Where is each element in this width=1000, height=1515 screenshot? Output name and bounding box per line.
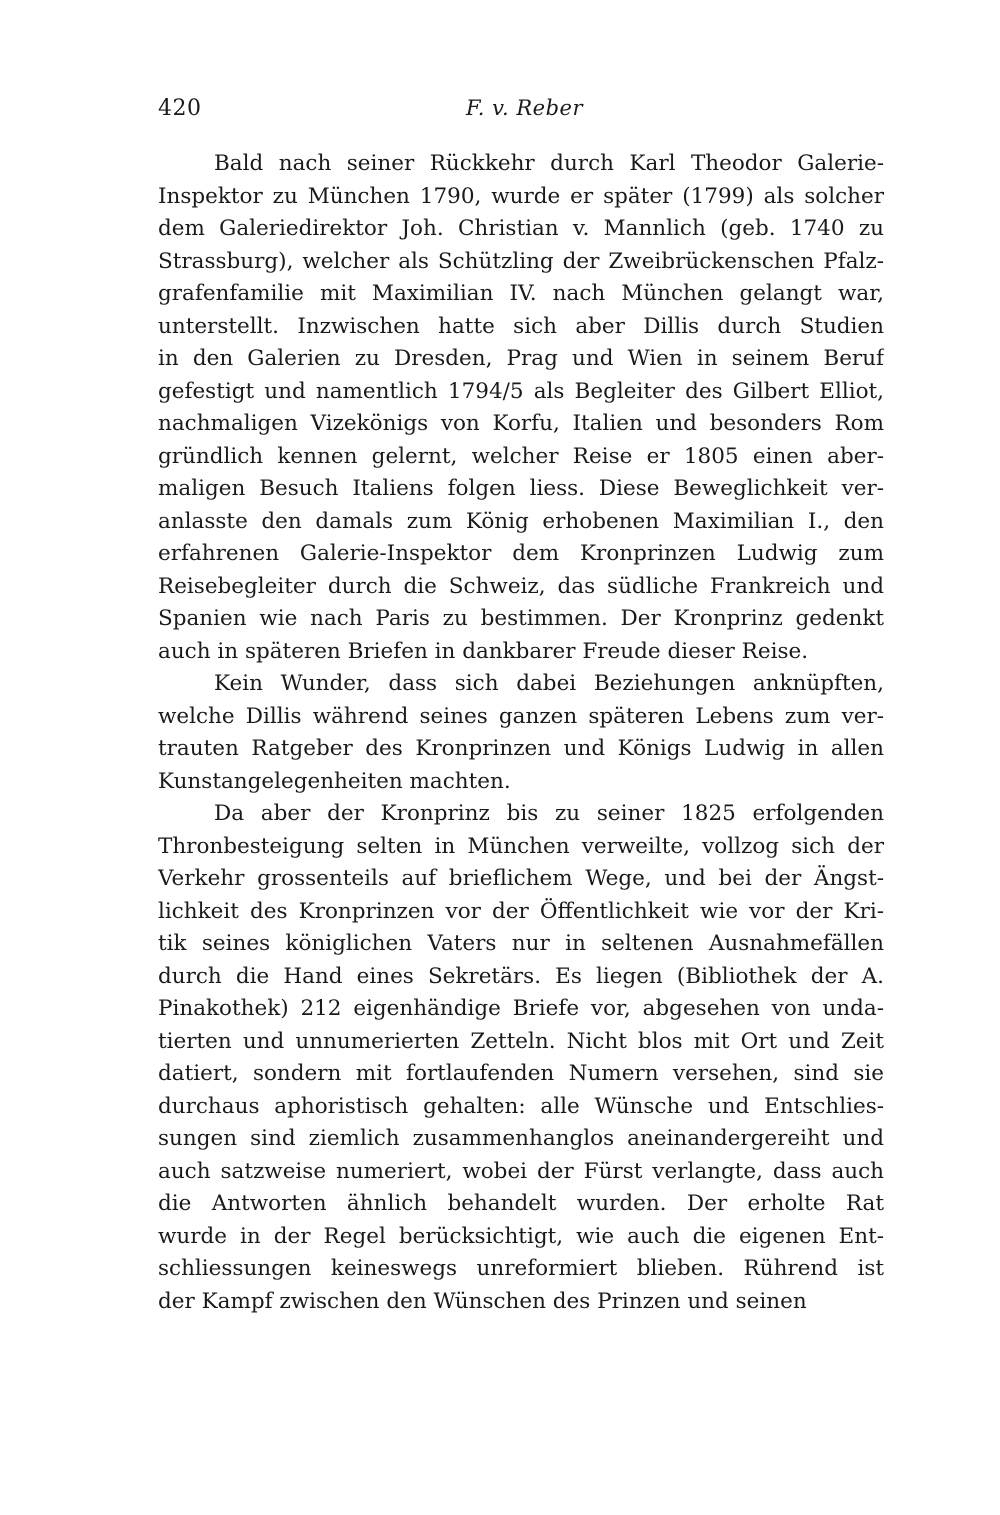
text-line: gefestigt und namentlich 1794/5 als Begleiter des Gilbert Elliot, [158,378,884,404]
paragraph [158,148,884,668]
text-line: tik seines königlichen Vaters nur in seltenen Ausnahmefällen [158,931,884,956]
paragraph [158,668,884,798]
text-line: auch satzweise numeriert, wobei der Fürst verlangte, dass auch [158,1158,884,1184]
text-line: wurde in der Regel berücksichtigt, wie auch die eigenen Ent- [158,1223,884,1249]
text-line: durch die Hand eines Sekretärs. Es liegen (Bibliothek der A. [158,963,884,989]
text-line: tierten und unnumerierten Zetteln. Nicht blos mit Ort und Zeit [158,1028,884,1054]
text-line: trauten Ratgeber des Kronprinzen und Königs Ludwig in allen [158,736,884,761]
page-number: 420 [158,96,202,121]
scan-speck [100,1497,106,1500]
text-line: nachmaligen Vizekönigs von Korfu, Italien und besonders Rom [158,411,884,436]
paragraph [158,798,884,1318]
text-line: Kunstangelegenheiten machten. [158,768,511,794]
text-line: schliessungen keineswegs unreformiert blieben. Rührend ist [158,1256,884,1281]
text-line: Da aber der Kronprinz bis zu seiner 1825 erfolgenden [214,801,884,826]
text-line: maligen Besuch Italiens folgen liess. Diese Beweglichkeit ver- [158,476,884,501]
text-line: unterstellt. Inzwischen hatte sich aber Dillis durch Studien [158,313,884,339]
text-line: die Antworten ähnlich behandelt wurden. Der erholte Rat [158,1191,884,1216]
text-line: auch in späteren Briefen in dankbarer Freude dieser Reise. [158,638,809,664]
text-line: durchaus aphoristisch gehalten: alle Wünsche und Entschlies- [158,1093,884,1119]
text-line: datiert, sondern mit fortlaufenden Numern versehen, sind sie [158,1061,884,1086]
text-line: der Kampf zwischen den Wünschen des Prinzen und seinen [158,1288,807,1314]
text-line: anlasste den damals zum König erhobenen Maximilian I., den [158,508,884,534]
text-line: Reisebegleiter durch die Schweiz, das südliche Frankreich und [158,573,884,599]
body-text [158,148,884,1318]
text-line: Strassburg), welcher als Schützling der Zweibrückenschen Pfalz- [158,248,884,274]
text-line: Bald nach seiner Rückkehr durch Karl Theodor Galerie- [214,151,884,176]
text-line: dem Galeriedirektor Joh. Christian v. Mannlich (geb. 1740 zu [158,216,884,241]
text-line: Pinakothek) 212 eigenhändige Briefe vor, abgesehen von unda- [158,996,884,1021]
text-line: Thronbesteigung selten in München verweilte, vollzog sich der [158,833,884,859]
page-header [158,96,884,130]
text-line: Verkehr grossenteils auf brieflichem Wege, und bei der Ängst- [158,866,884,891]
text-line: erfahrenen Galerie-Inspektor dem Kronprinzen Ludwig zum [158,541,884,566]
text-line: grafenfamilie mit Maximilian IV. nach München gelangt war, [158,281,884,306]
text-line: sungen sind ziemlich zusammenhanglos aneinandergereiht und [158,1126,884,1151]
text-line: in den Galerien zu Dresden, Prag und Wien in seinem Beruf [158,346,884,371]
text-line: Spanien wie nach Paris zu bestimmen. Der Kronprinz gedenkt [158,606,884,631]
text-line: welche Dillis während seines ganzen späteren Lebens zum ver- [158,703,884,729]
text-line: lichkeit des Kronprinzen vor der Öffentlichkeit wie vor der Kri- [158,898,884,924]
text-line: Inspektor zu München 1790, wurde er später (1799) als solcher [158,183,884,209]
running-head: F. v. Reber [466,96,584,120]
text-line: Kein Wunder, dass sich dabei Beziehungen anknüpften, [214,671,884,696]
text-line: gründlich kennen gelernt, welcher Reise er 1805 einen aber- [158,443,884,469]
